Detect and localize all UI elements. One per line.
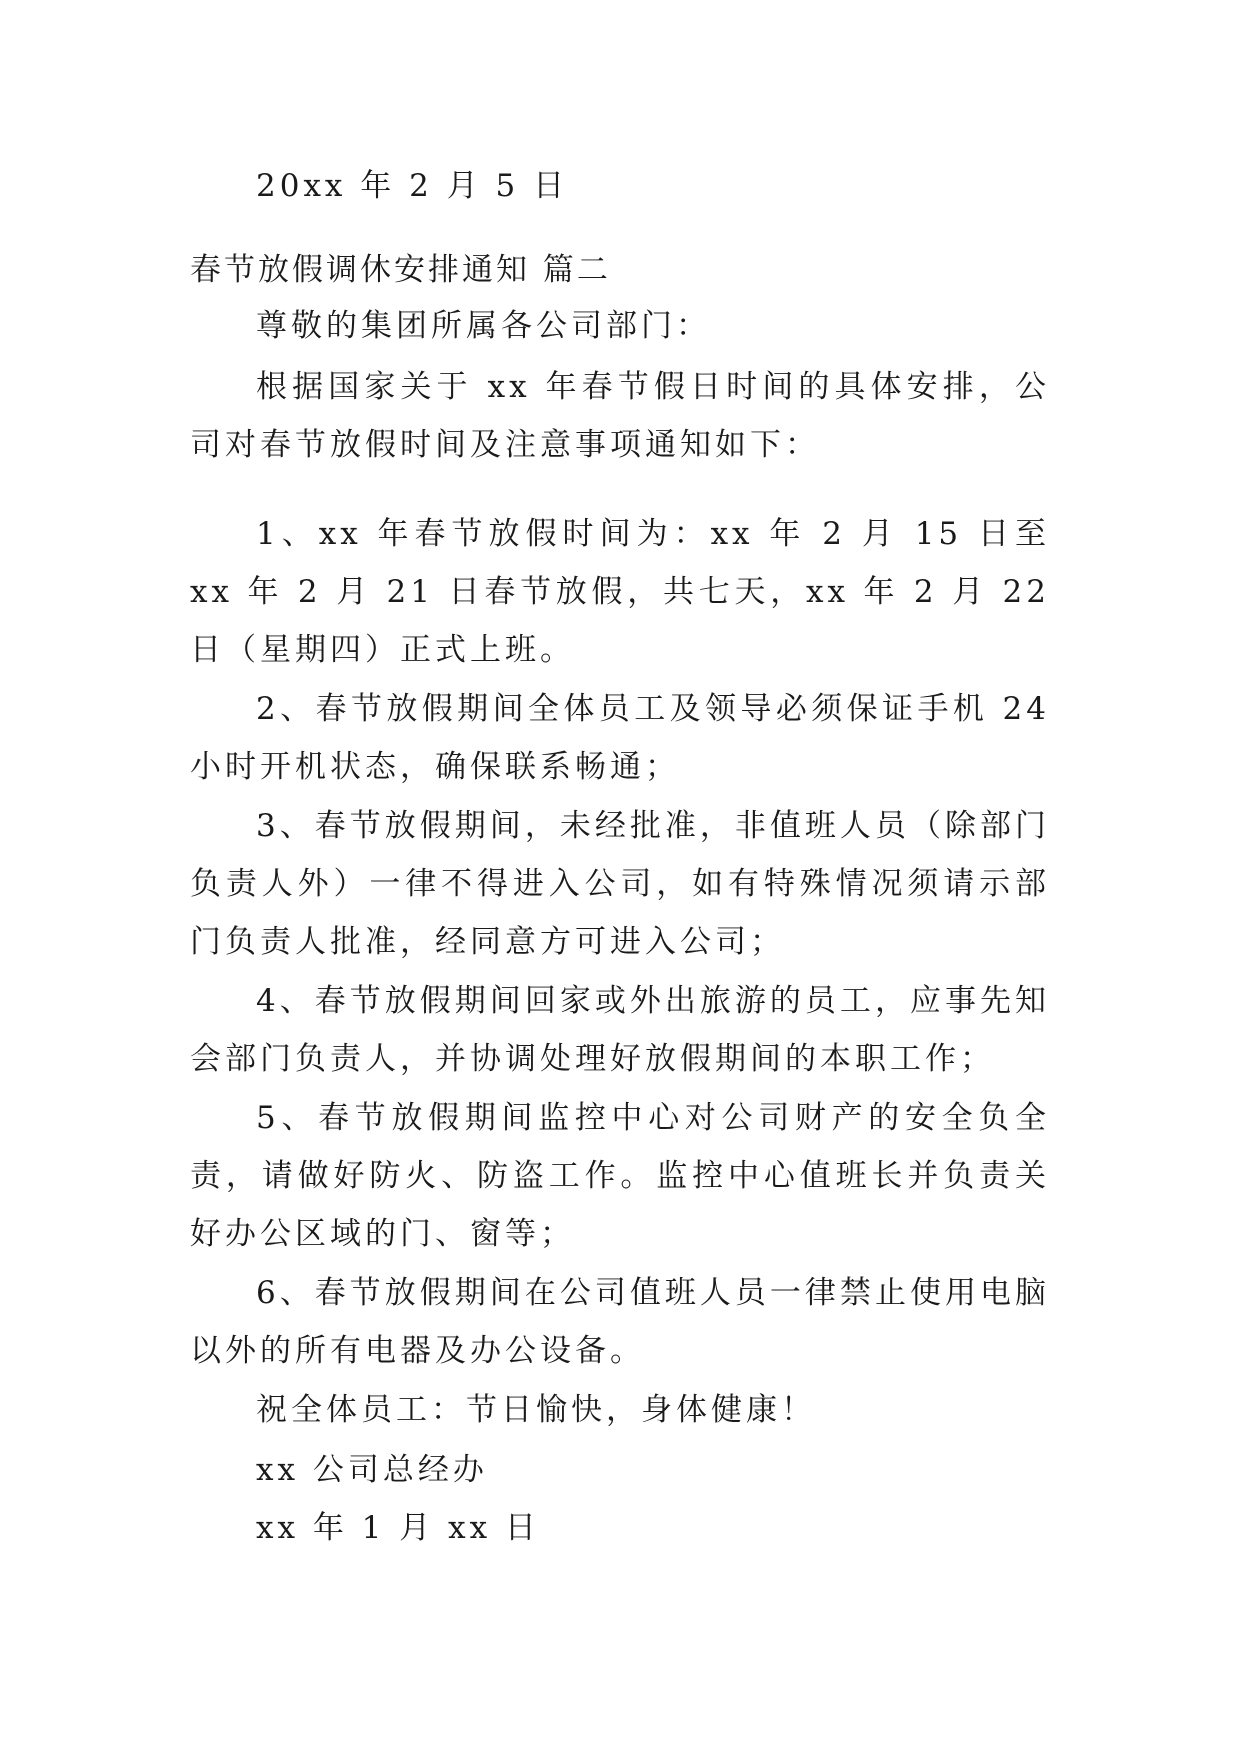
item-paragraph-6: 6、春节放假期间在公司值班人员一律禁止使用电脑以外的所有电器及办公设备。: [190, 1275, 1050, 1369]
item-paragraph-5: 5、春节放假期间监控中心对公司财产的安全负全责，请做好防火、防盗工作。监控中心值班长并负责关好办公区域的门、窗等；: [190, 1100, 1050, 1252]
top-date: 20xx 年 2 月 5 日: [256, 168, 569, 204]
item-paragraph-1: 1、xx 年春节放假时间为：xx 年 2 月 15 日至 xx 年 2 月 21 日春节放假，共七天，xx 年 2 月 22 日（星期四）正式上班。: [190, 516, 1050, 668]
item-paragraph-3: 3、春节放假期间，未经批准，非值班人员（除部门负责人外）一律不得进入公司，如有特殊情况须请示部门负责人批准，经同意方可进入公司；: [190, 808, 1050, 960]
item-paragraph-4: 4、春节放假期间回家或外出旅游的员工，应事先知会部门负责人，并协调处理好放假期间的本职工作；: [190, 983, 1050, 1077]
section-heading: 春节放假调休安排通知 篇二: [190, 252, 611, 288]
bottom-date: xx 年 1 月 xx 日: [256, 1510, 540, 1546]
item-paragraph-2: 2、春节放假期间全体员工及领导必须保证手机 24 小时开机状态，确保联系畅通；: [190, 691, 1050, 785]
signature: xx 公司总经办: [256, 1452, 488, 1488]
closing-wish: 祝全体员工：节日愉快，身体健康！: [256, 1392, 816, 1428]
intro-paragraph: 根据国家关于 xx 年春节假日时间的具体安排，公司对春节放假时间及注意事项通知如下：: [190, 369, 1050, 463]
salutation: 尊敬的集团所属各公司部门：: [256, 308, 711, 344]
